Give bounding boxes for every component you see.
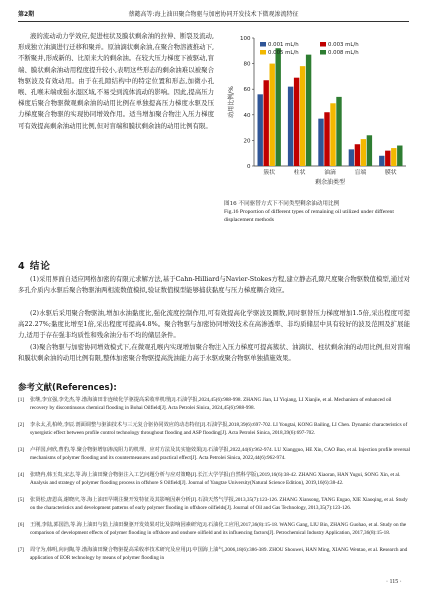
bar bbox=[276, 48, 281, 166]
reference-item bbox=[18, 396, 410, 412]
bar bbox=[300, 66, 305, 166]
y-tick-label: 100 bbox=[240, 36, 251, 42]
bar bbox=[318, 119, 323, 166]
conclusion-paragraph-1: (1)采用界面自适应网格加密的有限元求解方法,基于Cahn-Hilliard与Navier-Stokes方程,建立静态孔隙尺度聚合物驱数值模型,通过对多孔介质内水驱后聚合物驱油两相流数值模拟,验证数值模型能够捕获黏度与压力梯度耦合效应。 bbox=[18, 275, 410, 295]
bar bbox=[336, 97, 341, 166]
figure-caption-en: Fig.16 Proportion of different types of remaining oil utilized under different displacement methods bbox=[224, 209, 394, 223]
bar bbox=[367, 135, 372, 166]
reference-number: [2] bbox=[18, 422, 25, 428]
bar bbox=[397, 146, 402, 166]
bar bbox=[264, 80, 269, 166]
bar bbox=[270, 64, 275, 166]
section-heading-conclusion: 4 结论 bbox=[18, 261, 51, 272]
x-tick-label: 簇状 bbox=[263, 170, 276, 176]
bar bbox=[324, 112, 329, 166]
x-axis-label: 剩余油类型 bbox=[314, 179, 346, 186]
bar bbox=[288, 87, 293, 166]
bar bbox=[379, 156, 384, 166]
figure-16-bar-chart bbox=[224, 30, 410, 200]
reference-item bbox=[18, 546, 410, 562]
bar bbox=[294, 78, 299, 166]
left-column-paragraph: 液的流动动力学效应,促进柱状及膜状剩余油的拉伸、断裂及流动,形成独立油滴进行迁移和聚并。原油滴状剩余油,在聚合物溶液推动下,不断聚并,形成新的、比原来大的剩余油。在较大压力梯度下被驱动,盲端、膜状剩余油动用程度提升较小,表明这些形态的剩余油难以被聚合物驱波及有效动用。由于在孔隙结构中的特定位置和形态,加微小孔喉、孔喉末端或强水湿区域,不易受到流体流动的影响。因此,提高压力梯度后聚合物驱微观剩余油的动用比例在单独提高压力梯度水驱及压力梯度聚合物驱的实现协同增效作用。适当增加聚合物注入压力梯度可有效提高剩余油动用比例,但对盲端和膜状剩余油的动用比例有限。 bbox=[18, 32, 214, 130]
reference-number: [5] bbox=[18, 497, 25, 503]
reference-text: 卢祥国,何欣,曹豹,等.聚合物驱增加渗流阻力的机理、应对方法及其实施效果[J].石油学报,2022,44(6):962-974. LU Xiangguo, HE Xin, CAO Bao, et al. Injection profile reversal mechanisms of polymer flooding and its countermeasures and practical effect[J]. Acta Petrolei Sinica, 2022,44(6):962-974. bbox=[30, 447, 410, 462]
reference-text: 周守为,韩明,向问陶,等.渤海油田聚合物驱提高采收率技术研究及应用[J].中国海上油气,2006,18(6):386-389. ZHOU Shouwei, HAN Ming, XIANG Wentao, et al. Research and application of EOR technology by means of polymer flooding in bbox=[30, 547, 408, 562]
bar bbox=[330, 103, 335, 166]
x-tick-label: 油滴 bbox=[324, 170, 336, 176]
reference-text: 张继,李宜强,李先杰,等.渤海油田非连续化学驱提高采收率机理[J].石油学报,2024,45(6):988-998. ZHANG Jian, LI Yiqiang, LI Xianjie, et al. Mechanism of enhanced oil recovery by discontinuous chemical flooding in Bohai Oilfield[J]. Acta Petrolei Sinica, 2024,45(6):988-998. bbox=[30, 397, 392, 412]
bar bbox=[349, 149, 354, 166]
figure-caption-cn: 图16 不同驱替方式下不同类型剩余油动用比例 bbox=[224, 201, 340, 207]
y-axis-label: 动用比例/% bbox=[228, 86, 235, 118]
reference-text: 张贤松,唐恩高,谢晓庆,等.海上油田早期注聚开发特征及其影响因素分析[J].石油天然气学报,2013,35(7):123-126. ZHANG Xiansong, TANG Engao, XIE Xiaoqing, et al. Study on the characteristics and development patterns of early polymer flooding in offshore oilfields[J]. Journal of Oil and Gas Technology, 2013,35(7):123-126. bbox=[30, 497, 408, 512]
legend-swatch bbox=[320, 50, 326, 55]
page-number: · 115 · bbox=[386, 579, 402, 585]
reference-item bbox=[18, 496, 410, 512]
reference-number: [3] bbox=[18, 447, 25, 453]
issue-number: 第2期 bbox=[18, 11, 35, 18]
y-tick-label: 60 bbox=[243, 87, 251, 94]
reference-text: 张晓冉,韩玉贵,宋志,等.海上油田聚合物驱注入工艺问题分析与应对策略[J].长江大学学报(自然科学版),2019,16(6):38-42. ZHANG Xiaoran, HAN Yugui, SONG Xin, et al. Analysis and strategy of polymer flooding process in offshore S Oilfield[J]. Journal of Yangtze University(Natural Science Edition), 2019,16(6):38-42. bbox=[30, 472, 401, 487]
running-title: 蔡懿高等:海上油田聚合物驱与加密协同开发技术下微观渗流特征 bbox=[128, 11, 299, 18]
reference-number: [6] bbox=[18, 522, 25, 528]
legend-label: 0.008 mL/h bbox=[328, 50, 359, 57]
reference-item bbox=[18, 421, 410, 437]
legend-label: 0.003 mL/h bbox=[328, 42, 359, 49]
header-rule bbox=[18, 21, 409, 22]
y-tick-label: 40 bbox=[243, 112, 251, 119]
bar bbox=[355, 144, 360, 166]
reference-item bbox=[18, 521, 410, 537]
legend-swatch bbox=[320, 42, 326, 47]
bar bbox=[385, 151, 390, 166]
reference-text: 王刚,李陆,郭国浩,等.海上油田与陆上油田聚驱开发效果对比及影响因素研究[J].石油化工应用,2017,36(8):15-18. WANG Gang, LIU Bin, ZHANG Guohao, et al. Study on the comparison of development effects of polymer flooding in offshore and onshore oilfield and its influencing factors[J]. Petrochemical Industry Application, 2017,36(8):15-18. bbox=[30, 522, 407, 537]
bar bbox=[391, 148, 396, 166]
legend-swatch bbox=[260, 42, 266, 47]
reference-text: 李永太,孔柏岭,李辰.剖面调整与驱油技术与三元复合驱协同效应的动态特征[J].石油学报,2018,39(6):697-702. LI Yongtai, KONG Bailing, LI Chen. Dynamic characteristics of synergistic effect between profile control technology throughout flooding and ASP flooding[J]. Acta Petrolei Sinica, 2018,39(6):697-702. bbox=[30, 422, 408, 437]
bar bbox=[258, 94, 263, 166]
bar bbox=[306, 55, 311, 166]
legend-swatch bbox=[260, 50, 266, 55]
x-tick-label: 膜状 bbox=[384, 170, 397, 176]
y-tick-label: 80 bbox=[243, 61, 251, 68]
x-tick-label: 柱状 bbox=[293, 170, 306, 176]
reference-number: [7] bbox=[18, 547, 25, 553]
page-header bbox=[18, 8, 409, 20]
bar bbox=[361, 139, 366, 166]
references-heading: 参考文献(References): bbox=[18, 383, 117, 393]
legend-label: 0.005 mL/h bbox=[268, 50, 299, 57]
reference-number: [1] bbox=[18, 397, 25, 403]
legend-label: 0.001 mL/h bbox=[268, 42, 299, 49]
y-tick-label: 20 bbox=[243, 138, 251, 145]
conclusion-paragraph-3: (3)聚合物驱与加密协同增效模式下,在微观孔喉内实现增加聚合物注入压力梯度可提高簇状、油滴状、柱状剩余油的动用比例,但对盲端和膜状剩余油的动用比例有限,整体加密聚合物驱提高洗油能力高于水驱或聚合物驱单独措施效果。 bbox=[18, 343, 410, 363]
conclusion-paragraph-2: (2)水驱后采用聚合物驱油,增加水油黏度比,强化流度控制作用,可有效提高化学驱波及圈数,同时驱替压力梯度增加1.5倍,采出程度可提高22.27%;黏度比增至1倍,采出程度可提高4.8%。聚合物驱与加密协同增效技术在高渗透率、非均质储层中具有较好的波及范围及扩展能力,适用于存在强非均质性和残余油分布不均的储层条件。 bbox=[18, 309, 410, 340]
figure-caption bbox=[224, 200, 410, 224]
reference-item bbox=[18, 446, 410, 462]
reference-item bbox=[18, 471, 410, 487]
x-tick-label: 盲端 bbox=[354, 170, 367, 176]
reference-number: [4] bbox=[18, 472, 25, 478]
y-tick-label: 0 bbox=[247, 164, 251, 170]
